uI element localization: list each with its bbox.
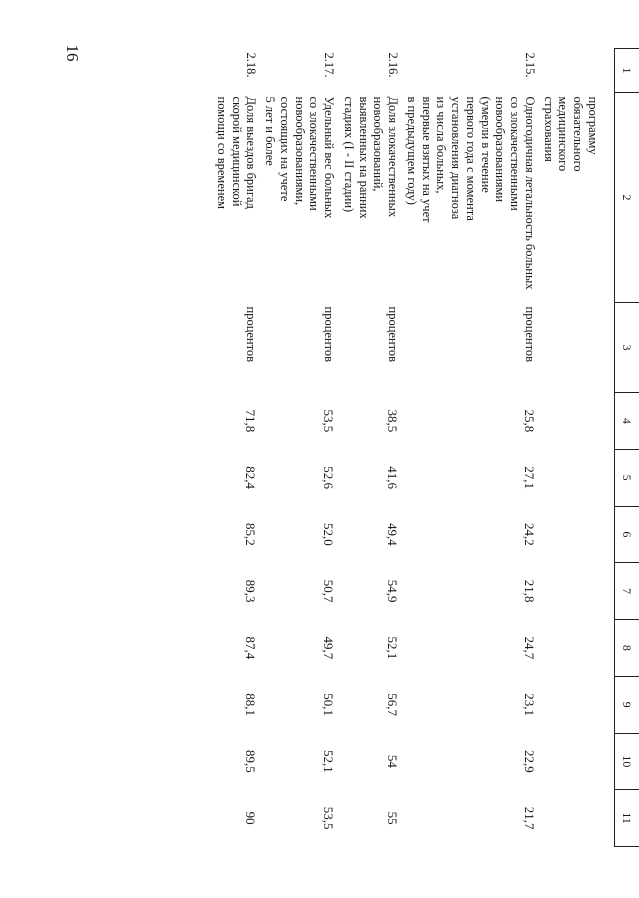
row-value: 88,1 (243, 693, 259, 716)
row-value: 27,1 (522, 466, 537, 489)
row-unit: процентов (386, 306, 401, 363)
description-line: помощи со временем (215, 96, 229, 210)
description-line: впервые взятых на учет (419, 96, 434, 223)
description-line: новообразованиями (493, 96, 508, 203)
row-index: 2.17. (322, 52, 337, 78)
row-index: 2.16. (386, 52, 401, 78)
row-value: 24,2 (522, 523, 537, 546)
description-line: (умерли в течение (478, 96, 493, 193)
description-line: со злокачественными (508, 96, 523, 211)
row-value: 82,4 (243, 466, 259, 489)
description-line: состоящих на учете (278, 96, 292, 202)
description-line: скорой медицинской (229, 96, 244, 207)
row-index: 2.15. (523, 52, 537, 78)
row-value: 22,9 (522, 750, 537, 773)
description-line: первого года с момента (464, 96, 478, 221)
column-header: 2 (615, 93, 639, 303)
row-value: 52,1 (321, 750, 337, 773)
row-value: 21,7 (522, 806, 537, 830)
row-value: 53,5 (321, 409, 337, 433)
row-value: 90 (243, 811, 259, 825)
column-header: 5 (615, 449, 639, 506)
row-value: 85,2 (243, 523, 259, 546)
row-value: 41,6 (385, 466, 401, 489)
row-description (402, 93, 539, 303)
column-header: 3 (615, 303, 639, 393)
table-row (261, 49, 339, 847)
column-number-header (615, 49, 639, 847)
column-header: 4 (615, 393, 639, 450)
description-line: из числа больных, (434, 96, 449, 194)
column-header: 1 (615, 49, 639, 93)
column-header: 6 (615, 506, 639, 563)
row-description (338, 93, 402, 303)
row-description (201, 93, 261, 303)
row-index: 2.18. (244, 52, 259, 78)
indicator-table (201, 48, 639, 847)
table-row (201, 49, 261, 847)
column-header: 9 (615, 676, 639, 733)
document-page-rotated (105, 48, 639, 846)
row-unit: процентов (322, 306, 337, 363)
row-description: программу обязательного медицинского страхования (541, 96, 600, 172)
page-number: 16 (63, 44, 82, 62)
row-description (261, 93, 339, 303)
column-header: 8 (615, 620, 639, 677)
row-value: 24,7 (522, 636, 537, 660)
table-row (402, 49, 539, 847)
description-line: установления диагноза (449, 96, 464, 220)
description-line: Одногодичная летальность больных (523, 96, 537, 290)
row-value: 53,5 (321, 806, 337, 830)
row-unit: процентов (244, 306, 259, 363)
row-value: 55 (385, 811, 401, 825)
row-value: 50,7 (321, 579, 337, 603)
column-header: 11 (615, 790, 639, 847)
description-line: Доля злокачественных (386, 96, 401, 218)
row-value: 54,9 (385, 579, 401, 603)
row-value: 52,0 (321, 523, 337, 546)
row-value: 49,7 (321, 636, 337, 660)
description-line: стадиях (I - II стадии) (342, 96, 356, 213)
description-line: новообразованиями, (292, 96, 307, 206)
row-value: 21,8 (522, 579, 537, 603)
description-line: 5 лет и более (263, 96, 278, 166)
row-value: 54 (385, 754, 401, 768)
row-unit: процентов (523, 306, 537, 363)
column-header: 7 (615, 563, 639, 620)
row-value: 71,8 (243, 409, 259, 433)
column-header: 10 (615, 733, 639, 790)
description-line: Доля выездов бригад (244, 96, 259, 209)
row-value: 49,4 (385, 523, 401, 546)
row-value: 89,3 (243, 579, 259, 603)
row-value: 50,1 (321, 693, 337, 716)
row-value: 87,4 (243, 636, 259, 660)
row-value: 52,1 (385, 636, 401, 660)
description-line: со злокачественными (307, 96, 322, 211)
row-value: 25,8 (522, 409, 537, 433)
row-index (539, 49, 615, 93)
description-line: в предыдущем году) (405, 96, 419, 205)
row-value: 23,1 (522, 693, 537, 716)
row-value: 89,5 (243, 750, 259, 773)
table-row-continuation (539, 49, 615, 847)
row-value: 52,6 (321, 466, 337, 489)
row-value: 56,7 (385, 693, 401, 716)
description-line: выявленных на ранних (356, 96, 371, 219)
description-line: новообразований, (371, 96, 386, 192)
table-row (338, 49, 402, 847)
description-line: Удельный вес больных (322, 96, 337, 219)
row-value: 38,5 (385, 409, 401, 433)
